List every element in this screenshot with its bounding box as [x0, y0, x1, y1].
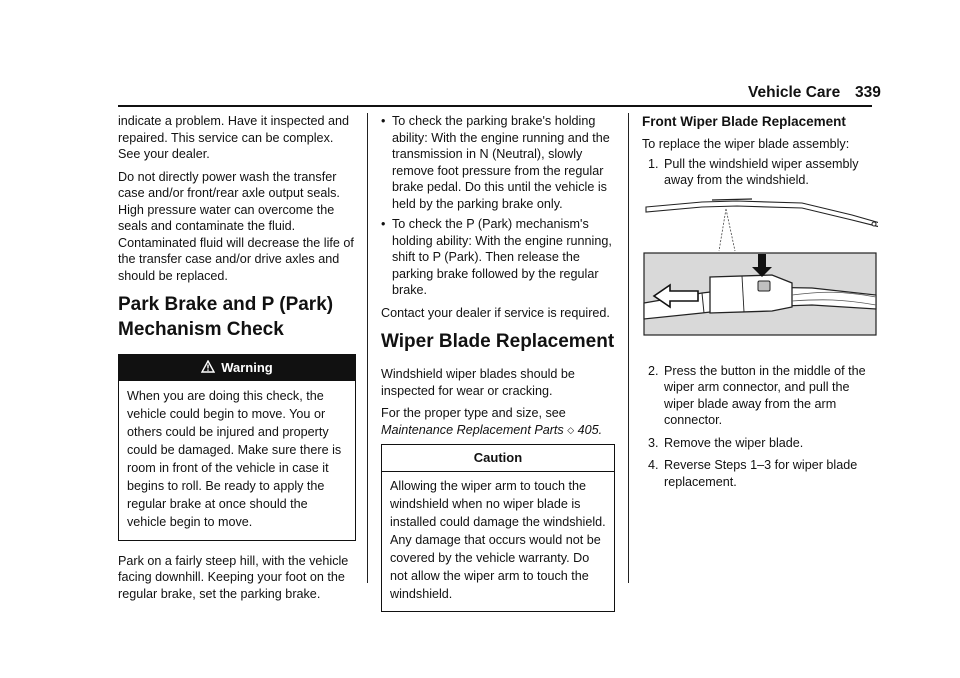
bullet-text: To check the parking brake's holding ability: With the engine running and the transmission in N (Neutral), slowly remove foot pressure from the regular brake pedal. Do this until the vehicle is held by the parking brake only.: [392, 114, 610, 211]
warning-text: When you are doing this check, the vehicle could begin to move. You or others could be injured and property could be damaged. Make sure there is room in front of the vehicle in case it begins to roll. Be ready to apply the regular brake at once should the vehicle begin to move.: [127, 388, 342, 529]
steps-list-b: [642, 363, 878, 491]
paragraph-problem: indicate a problem. Have it inspected and repaired. This service can be complex. See your dealer.: [118, 114, 350, 161]
reference-link[interactable]: Maintenance Replacement Parts: [381, 422, 564, 437]
warning-triangle-icon: [201, 360, 215, 373]
park-brake-heading-line1: Park Brake and P (Park): [118, 294, 334, 315]
list-item: [381, 216, 615, 299]
front-wiper-heading: Front Wiper Blade Replacement: [642, 114, 846, 129]
step-number: 4.: [648, 458, 659, 472]
step-text: Press the button in the middle of the wiper arm connector, and pull the wiper blade away from the arm connector.: [664, 363, 866, 427]
bullet-icon: •: [381, 114, 386, 128]
list-item: [642, 363, 878, 429]
warning-title: Warning: [221, 360, 273, 375]
brake-check-list: [381, 113, 615, 299]
step-text: Reverse Steps 1–3 for wiper blade replacement.: [664, 458, 858, 489]
list-item: [642, 156, 878, 189]
caution-text: Allowing the wiper arm to touch the windshield when no wiper blade is installed could damage the windshield. Any damage that occurs would not be covered by the vehicle warranty. Do not allow the wiper arm to touch the windshield.: [390, 478, 606, 601]
step-number: 2.: [648, 363, 659, 378]
list-item: [381, 113, 615, 212]
bullet-icon: •: [381, 217, 386, 231]
column-divider-2: [628, 113, 629, 583]
column-3: [642, 113, 878, 496]
paragraph-power-wash: Do not directly power wash the transfer case and/or front/rear axle output seals. High pressure water can overcome the seals and contaminate the fluid. Contaminated fluid will decrease the life of the transfer case and/or drive axles and should be replaced.: [118, 169, 354, 283]
header-rule: [118, 105, 872, 107]
wiper-overview-icon: [646, 201, 878, 227]
list-item: [642, 457, 878, 490]
paragraph-see-reference: [381, 405, 615, 438]
reference-arrow-icon: ◇: [567, 424, 575, 435]
paragraph-contact-dealer: Contact your dealer if service is required.: [381, 305, 610, 320]
reference-lead: For the proper type and size, see: [381, 406, 566, 420]
step-text: Pull the windshield wiper assembly away from the windshield.: [664, 156, 859, 187]
bullet-text: To check the P (Park) mechanism's holding ability: With the engine running, shift to P (Park). Then release the parking brake followed by the regular brake.: [392, 217, 612, 297]
running-header-title: Vehicle Care: [748, 84, 841, 101]
paragraph-inspect-blades: Windshield wiper blades should be inspected for wear or cracking.: [381, 367, 575, 398]
intro-text: To replace the wiper blade assembly:: [642, 137, 850, 151]
paragraph-park-hill: Park on a fairly steep hill, with the vehicle facing downhill. Keeping your foot on the regular brake, set the parking brake.: [118, 553, 349, 601]
page-number: 339: [855, 84, 881, 101]
column-divider-1: [367, 113, 368, 583]
column-2: [381, 113, 615, 612]
wiper-replacement-heading: Wiper Blade Replacement: [381, 331, 615, 352]
release-button-icon: [758, 281, 770, 291]
warning-box: [118, 354, 356, 541]
step-text: Remove the wiper blade.: [664, 435, 804, 450]
caution-box: [381, 444, 615, 612]
park-brake-heading-line2: Mechanism Check: [118, 319, 284, 340]
list-item: [642, 435, 878, 452]
step-number: 1.: [648, 156, 659, 171]
wiper-blade-illustration: [642, 195, 878, 351]
caution-header: Caution: [382, 445, 614, 472]
step-number: 3.: [648, 435, 659, 450]
wiper-blade-drawing: [642, 195, 878, 351]
column-1: [118, 113, 356, 608]
steps-list-a: [642, 156, 878, 189]
reference-page[interactable]: 405.: [577, 422, 603, 437]
park-brake-heading: [118, 292, 356, 342]
warning-header: [119, 355, 355, 381]
